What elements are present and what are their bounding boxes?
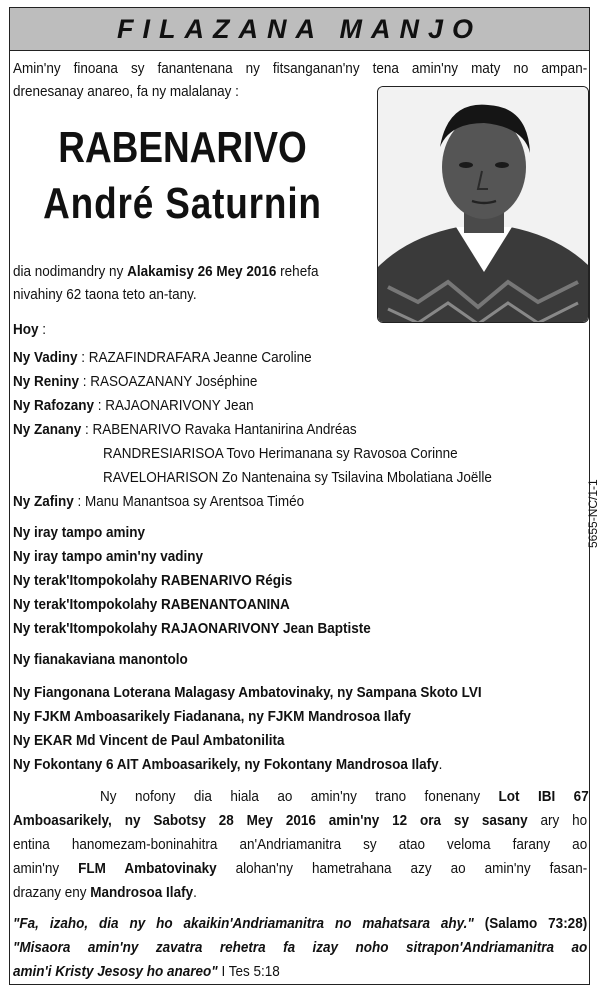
family-value: : RAJAONARIVONY Jean	[94, 397, 254, 414]
funeral-line-5: drazany eny Mandrosoa Ilafy.	[13, 884, 197, 901]
family-label: Ny Vadiny	[13, 349, 78, 366]
hoy-colon: :	[38, 321, 47, 338]
notice-banner	[10, 8, 589, 51]
children-line-3: RAVELOHARISON Zo Nantenaina sy Tsilavina Mbolatiana Joëlle	[103, 469, 492, 486]
verse-quote: "Fa, izaho, dia ny ho akaikin'Andriamanitra no mahatsara ahy."	[13, 915, 474, 932]
verse-quote: amin'i Kristy Jesosy ho anareo"	[13, 963, 218, 980]
family-children	[13, 418, 357, 441]
relative-line: Ny iray tampo aminy	[13, 524, 146, 541]
children-line-2: RANDRESIARISOA Tovo Herimanana sy Ravosoa Corinne	[103, 445, 458, 462]
relative-line: Ny iray tampo amin'ny vadiny	[13, 548, 204, 565]
banner-title: FILAZANA MANJO	[117, 13, 482, 44]
verse-quote: "Misaora amin'ny zavatra rehetra fa izay noho sitrapon'Andriamanitra ao	[13, 939, 588, 956]
portrait-image	[378, 87, 589, 323]
death-date: Alakamisy 26 Mey 2016	[127, 263, 277, 280]
verse-reference: (Salamo 73:28)	[473, 915, 588, 932]
deceased-surname: RABENARIVO	[58, 123, 307, 172]
death-suffix: rehefa	[276, 263, 319, 280]
family-in-laws	[13, 394, 254, 417]
relative-line: Ny terak'Itompokolahy RAJAONARIVONY Jean Baptiste	[13, 620, 371, 637]
funeral-line-2: Amboasarikely, ny Sabotsy 28 Mey 2016 amin'ny 12 ora sy sasany ary ho	[13, 812, 588, 829]
organization-line: Ny Fokontany 6 AIT Amboasarikely, ny Fokontany Mandrosoa Ilafy.	[13, 756, 443, 773]
death-prefix: dia nodimandry ny	[13, 263, 128, 280]
relative-line: Ny terak'Itompokolahy RABENANTOANINA	[13, 596, 290, 613]
death-line-1	[13, 260, 318, 283]
whole-family-line: Ny fianakaviana manontolo	[13, 651, 188, 668]
verse-reference: I Tes 5:18	[217, 963, 280, 980]
organization-line: Ny EKAR Md Vincent de Paul Ambatonilita	[13, 732, 285, 749]
family-value: : Manu Manantsoa sy Arentsoa Timéo	[73, 493, 305, 510]
family-label: Ny Zafiny	[13, 493, 74, 510]
deceased-given-names: André Saturnin	[43, 179, 322, 228]
intro-line-1: Amin'ny finoana sy fanantenana ny fitsanganan'ny tena amin'ny maty no ampan-	[13, 60, 588, 77]
deceased-portrait	[377, 86, 589, 323]
family-grandchildren	[13, 490, 304, 513]
organization-line: Ny FJKM Amboasarikely Fiadanana, ny FJKM Mandrosoa Ilafy	[13, 708, 411, 725]
family-value: : RABENARIVO Ravaka Hantanirina Andréas	[81, 421, 357, 438]
verse-line-3	[13, 960, 280, 983]
funeral-line-3: entina hanomezam-boninahitra an'Andriamanitra sy atao veloma farany ao	[13, 836, 588, 853]
family-spouse	[13, 346, 312, 369]
verse-line-2	[13, 936, 587, 959]
burial-place: Mandrosoa Ilafy	[90, 884, 194, 901]
organization-end: .	[438, 756, 443, 773]
verse-line-1	[13, 912, 587, 935]
family-value: : RASOAZANANY Joséphine	[79, 373, 258, 390]
organization-line: Ny Fiangonana Loterana Malagasy Ambatovinaky, ny Sampana Skoto LVI	[13, 684, 482, 701]
relative-line: Ny terak'Itompokolahy RABENARIVO Régis	[13, 572, 293, 589]
hoy-label	[13, 318, 46, 341]
family-label: Ny Reniny	[13, 373, 80, 390]
family-value: : RAZAFINDRAFARA Jeanne Caroline	[77, 349, 312, 366]
family-mother	[13, 370, 257, 393]
family-label: Ny Zanany	[13, 421, 82, 438]
intro-line-2: drenesanay anareo, fa ny malalanay :	[13, 83, 239, 100]
funeral-line-4: amin'ny FLM Ambatovinaky alohan'ny hametrahana azy ao amin'ny fasan-	[13, 860, 588, 877]
church-name: FLM Ambatovinaky	[78, 860, 217, 877]
funeral-time: Amboasarikely, ny Sabotsy 28 Mey 2016 amin'ny 12 ora sy sasany	[13, 812, 528, 829]
funeral-line-1: Ny nofony dia hiala ao amin'ny trano fonenany Lot IBI 67	[100, 788, 589, 805]
ad-reference-code: 5655-NC/1-1	[586, 479, 600, 548]
death-line-2: nivahiny 62 taona teto an-tany.	[13, 286, 197, 303]
family-label: Ny Rafozany	[13, 397, 95, 414]
funeral-address: Lot IBI 67	[498, 788, 589, 805]
hoy-word: Hoy	[13, 321, 39, 338]
